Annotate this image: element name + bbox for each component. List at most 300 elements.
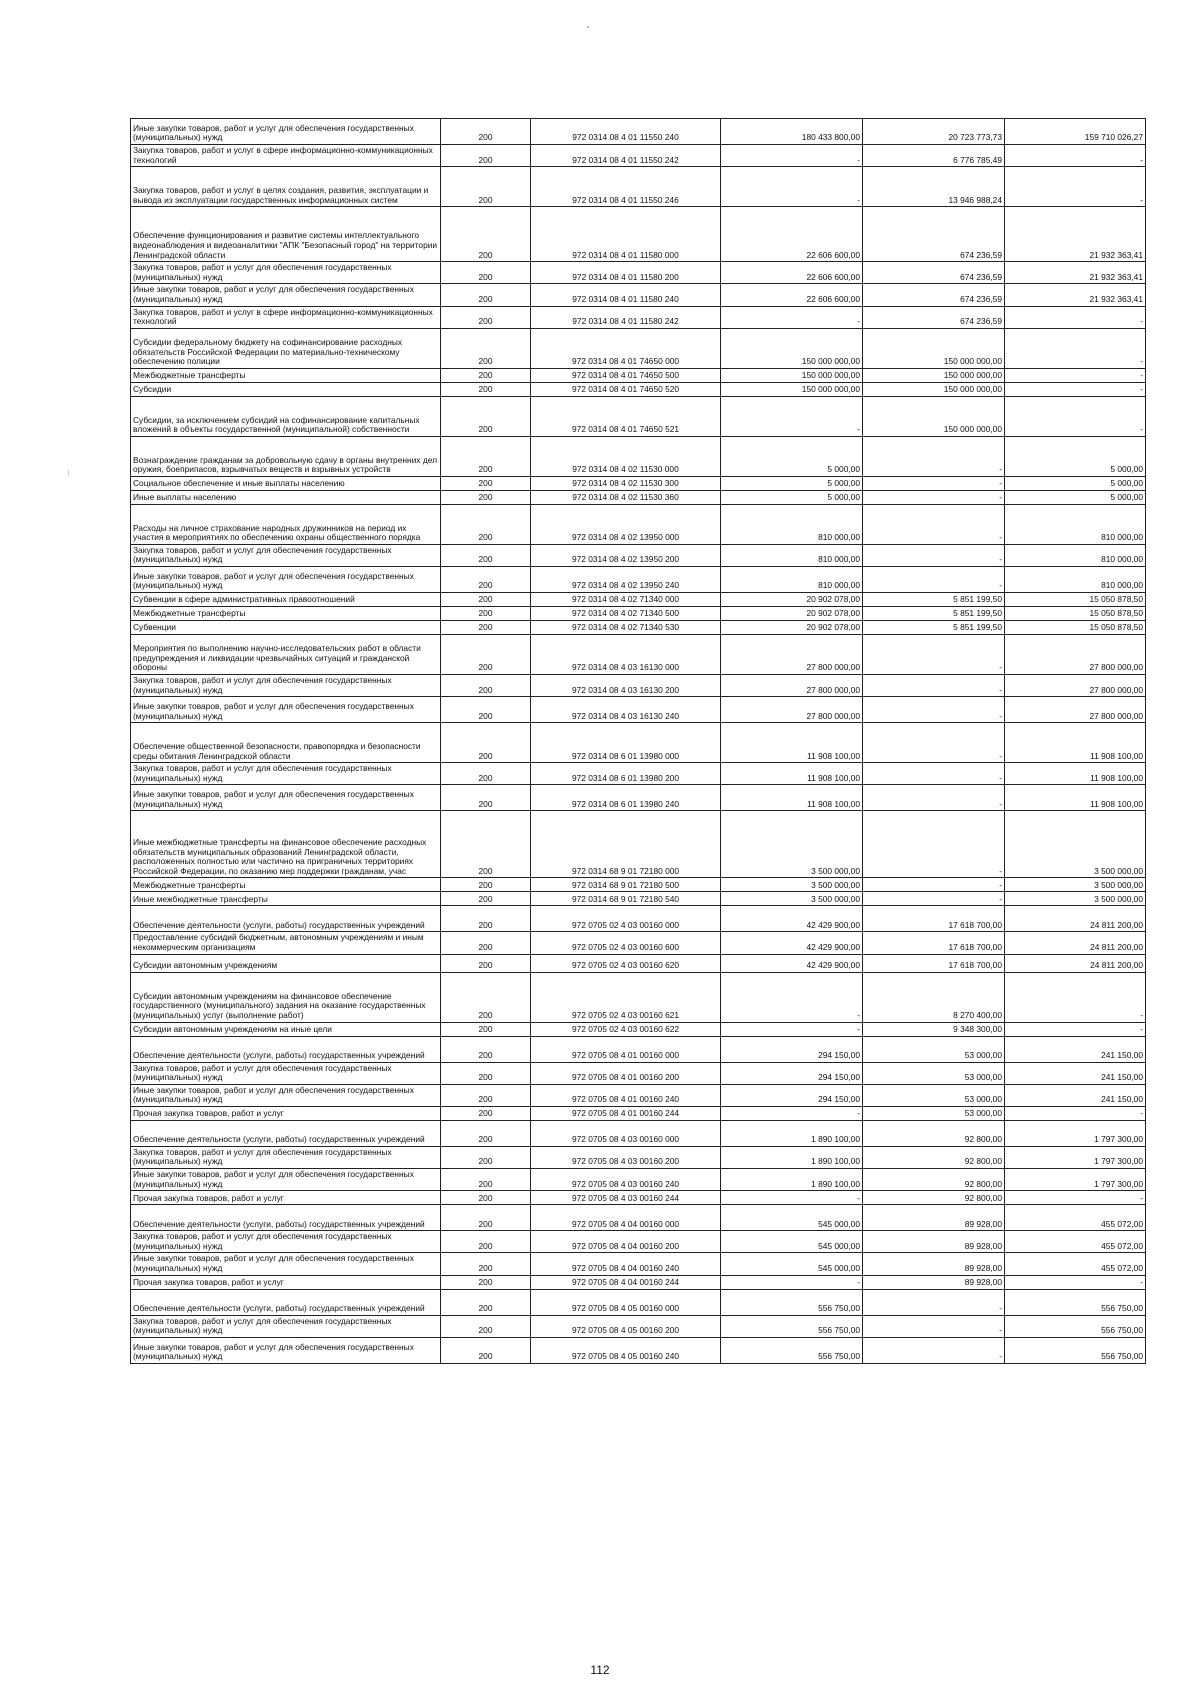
- row-executed-cell: [863, 566, 1005, 592]
- row-approved-cell: [721, 932, 863, 954]
- table-row: [131, 284, 1146, 306]
- row-name-cell: [131, 1337, 441, 1363]
- row-approved-cell-text: 150 000 000,00: [801, 370, 860, 381]
- row-name-cell-text: Мероприятия по выполнению научно-исследовательских работ в области предупреждения и ликвидации чрезвычайных ситуаций и гражданской обороны: [133, 643, 421, 673]
- row-budget-code-cell-text: 972 0314 68 9 01 72180 540: [571, 893, 680, 904]
- row-budget-code-cell: [531, 490, 721, 504]
- row-name-cell: [131, 145, 441, 167]
- row-budget-code-cell: [531, 262, 721, 284]
- row-executed-cell-text: -: [999, 710, 1002, 721]
- row-approved-cell: [721, 697, 863, 723]
- row-approved-cell-text: 1 890 100,00: [811, 1178, 860, 1189]
- row-unexecuted-cell-text: -: [1140, 356, 1143, 367]
- row-budget-code-cell-text: 972 0314 68 9 01 72180 000: [571, 865, 680, 876]
- row-approved-cell: [721, 382, 863, 396]
- row-approved-cell: [721, 811, 863, 878]
- row-budget-code-cell-text: 972 0705 02 4 03 00160 622: [571, 1023, 680, 1034]
- table-row: [131, 328, 1146, 368]
- row-admin-code-cell-text: 200: [478, 959, 493, 970]
- row-unexecuted-cell-text: 5 000,00: [1110, 492, 1143, 503]
- row-name-cell: [131, 504, 441, 544]
- row-admin-code-cell-text: 200: [478, 772, 493, 783]
- row-name-cell-text: Субсидии федеральному бюджету на софинансирование расходных обязательств Российской Федерации по материально-техническому обеспечению полиции: [133, 336, 403, 367]
- row-executed-cell: [863, 811, 1005, 878]
- row-unexecuted-cell: [1005, 396, 1146, 436]
- row-approved-cell: [721, 606, 863, 620]
- row-admin-code-cell-text: 200: [478, 316, 493, 327]
- row-budget-code-cell: [531, 284, 721, 306]
- table-row: [131, 634, 1146, 674]
- row-budget-code-cell-text: 972 0705 02 4 03 00160 600: [571, 941, 680, 952]
- row-admin-code-cell: [441, 1337, 531, 1363]
- row-approved-cell-text: 20 902 078,00: [806, 594, 860, 605]
- row-executed-cell-text: -: [999, 1325, 1002, 1336]
- table-row: [131, 544, 1146, 566]
- row-admin-code-cell: [441, 382, 531, 396]
- row-approved-cell: [721, 1253, 863, 1275]
- table-row: [131, 892, 1146, 906]
- row-admin-code-cell: [441, 674, 531, 696]
- row-name-cell: [131, 1022, 441, 1036]
- row-name-cell-text: Обеспечение общественной безопасности, правопорядка и безопасности среды обитания Ленинградской области: [133, 740, 421, 761]
- row-unexecuted-cell: [1005, 504, 1146, 544]
- row-budget-code-cell-text: 972 0705 08 4 03 00160 200: [571, 1156, 680, 1167]
- row-budget-code-cell-text: 972 0314 08 4 01 11580 240: [572, 293, 679, 304]
- table-row: [131, 1289, 1146, 1315]
- row-name-cell: [131, 284, 441, 306]
- row-executed-cell: [863, 1231, 1005, 1253]
- row-unexecuted-cell: [1005, 1062, 1146, 1084]
- row-approved-cell-text: 556 750,00: [818, 1351, 860, 1362]
- row-admin-code-cell-text: 200: [478, 1023, 493, 1034]
- row-admin-code-cell-text: 200: [478, 684, 493, 695]
- row-name-cell: [131, 906, 441, 932]
- row-admin-code-cell: [441, 262, 531, 284]
- row-unexecuted-cell-text: 27 800 000,00: [1089, 684, 1143, 695]
- row-unexecuted-cell-text: 556 750,00: [1101, 1325, 1143, 1336]
- row-unexecuted-cell: [1005, 1036, 1146, 1062]
- row-name-cell: [131, 306, 441, 328]
- row-unexecuted-cell: [1005, 368, 1146, 382]
- row-unexecuted-cell-text: 21 932 363,41: [1089, 271, 1143, 282]
- row-unexecuted-cell: [1005, 167, 1146, 207]
- row-executed-cell-text: -: [999, 772, 1002, 783]
- table-row: [131, 592, 1146, 606]
- row-approved-cell: [721, 207, 863, 262]
- row-approved-cell-text: 1 890 100,00: [811, 1156, 860, 1167]
- row-unexecuted-cell-text: 3 500 000,00: [1094, 865, 1143, 876]
- row-approved-cell-text: 22 606 600,00: [806, 271, 860, 282]
- row-unexecuted-cell-text: 241 150,00: [1101, 1072, 1143, 1083]
- row-budget-code-cell: [531, 1146, 721, 1168]
- row-name-cell: [131, 954, 441, 972]
- row-executed-cell-text: 13 946 988,24: [948, 194, 1002, 205]
- row-admin-code-cell: [441, 1231, 531, 1253]
- row-budget-code-cell-text: 972 0314 08 4 02 11530 360: [572, 492, 679, 503]
- row-approved-cell: [721, 954, 863, 972]
- row-unexecuted-cell: [1005, 1169, 1146, 1191]
- row-unexecuted-cell-text: 241 150,00: [1101, 1049, 1143, 1060]
- row-unexecuted-cell: [1005, 763, 1146, 785]
- row-budget-code-cell-text: 972 0314 08 4 02 13950 240: [571, 580, 680, 591]
- row-admin-code-cell: [441, 328, 531, 368]
- row-executed-cell-text: -: [999, 684, 1002, 695]
- row-approved-cell: [721, 1169, 863, 1191]
- row-name-cell-text: Субвенции: [133, 622, 176, 633]
- row-name-cell-text: Субвенции в сфере административных правоотношений: [133, 594, 355, 605]
- row-approved-cell-text: 11 908 100,00: [807, 798, 860, 809]
- table-row: [131, 1205, 1146, 1231]
- row-approved-cell-text: 180 433 800,00: [801, 132, 860, 143]
- row-budget-code-cell-text: 972 0705 08 4 05 00160 200: [571, 1325, 680, 1336]
- row-budget-code-cell: [531, 1022, 721, 1036]
- row-executed-cell: [863, 262, 1005, 284]
- row-executed-cell-text: 89 928,00: [964, 1277, 1002, 1288]
- row-unexecuted-cell-text: 27 800 000,00: [1089, 662, 1143, 673]
- row-budget-code-cell: [531, 368, 721, 382]
- row-approved-cell: [721, 1231, 863, 1253]
- row-unexecuted-cell-text: 810 000,00: [1101, 554, 1143, 565]
- row-executed-cell-text: 5 851 199,50: [953, 608, 1002, 619]
- row-unexecuted-cell: [1005, 119, 1146, 145]
- row-approved-cell-text: -: [857, 154, 860, 165]
- row-budget-code-cell: [531, 878, 721, 892]
- row-admin-code-cell-text: 200: [478, 370, 493, 381]
- row-unexecuted-cell-text: -: [1140, 1277, 1143, 1288]
- row-unexecuted-cell: [1005, 145, 1146, 167]
- row-approved-cell: [721, 145, 863, 167]
- row-executed-cell: [863, 1022, 1005, 1036]
- row-approved-cell-text: 42 429 900,00: [806, 941, 860, 952]
- row-executed-cell: [863, 1253, 1005, 1275]
- row-approved-cell: [721, 1191, 863, 1205]
- row-admin-code-cell: [441, 1275, 531, 1289]
- row-budget-code-cell: [531, 504, 721, 544]
- row-admin-code-cell-text: 200: [478, 798, 493, 809]
- row-budget-code-cell-text: 972 0314 08 4 01 11580 000: [572, 249, 679, 260]
- row-name-cell-text: Иные межбюджетные трансферты на финансовое обеспечение расходных обязательств муниципальных образований Ленинградской области, расположенных полностью или частично на приграничных территориях Российской Федерации, по оказанию мер поддержки гражданам, учас: [133, 836, 427, 876]
- row-unexecuted-cell-text: 24 811 200,00: [1090, 919, 1143, 930]
- row-name-cell-text: Межбюджетные трансферты: [133, 370, 246, 381]
- table-row: [131, 262, 1146, 284]
- row-executed-cell: [863, 906, 1005, 932]
- row-unexecuted-cell: [1005, 1205, 1146, 1231]
- row-name-cell-text: Субсидии автономным учреждениям на иные цели: [133, 1023, 332, 1034]
- row-approved-cell: [721, 436, 863, 476]
- row-budget-code-cell: [531, 167, 721, 207]
- row-approved-cell-text: 5 000,00: [827, 478, 860, 489]
- row-name-cell-text: Закупка товаров, работ и услуг в сфере информационно-коммуникационных технологий: [133, 306, 433, 327]
- row-admin-code-cell: [441, 906, 531, 932]
- row-budget-code-cell: [531, 1191, 721, 1205]
- budget-table: [130, 118, 1146, 1364]
- row-executed-cell-text: -: [999, 879, 1002, 890]
- row-admin-code-cell: [441, 606, 531, 620]
- row-name-cell-text: Иные межбюджетные трансферты: [133, 893, 268, 904]
- row-budget-code-cell: [531, 763, 721, 785]
- row-executed-cell: [863, 396, 1005, 436]
- row-approved-cell-text: 294 150,00: [818, 1094, 860, 1105]
- table-row: [131, 811, 1146, 878]
- row-name-cell-text: Закупка товаров, работ и услуг для обеспечения государственных (муниципальных) нужд: [133, 1315, 392, 1336]
- row-approved-cell-text: -: [857, 1277, 860, 1288]
- row-approved-cell-text: 545 000,00: [818, 1263, 860, 1274]
- row-admin-code-cell: [441, 368, 531, 382]
- row-admin-code-cell-text: 200: [478, 622, 493, 633]
- row-name-cell-text: Иные закупки товаров, работ и услуг для обеспечения государственных (муниципальных) нужд: [133, 284, 414, 304]
- row-unexecuted-cell-text: 810 000,00: [1101, 532, 1143, 543]
- row-budget-code-cell: [531, 1062, 721, 1084]
- row-unexecuted-cell: [1005, 1337, 1146, 1363]
- row-admin-code-cell-text: 200: [478, 662, 493, 673]
- row-budget-code-cell: [531, 476, 721, 490]
- row-unexecuted-cell-text: 11 908 100,00: [1090, 750, 1143, 761]
- row-unexecuted-cell: [1005, 1106, 1146, 1120]
- row-admin-code-cell: [441, 504, 531, 544]
- table-row: [131, 620, 1146, 634]
- row-admin-code-cell-text: 200: [478, 1072, 493, 1083]
- table-row: [131, 785, 1146, 811]
- row-executed-cell: [863, 697, 1005, 723]
- row-admin-code-cell: [441, 1205, 531, 1231]
- row-unexecuted-cell: [1005, 284, 1146, 306]
- row-admin-code-cell-text: 200: [478, 1325, 493, 1336]
- table-row: [131, 1146, 1146, 1168]
- row-approved-cell-text: 22 606 600,00: [806, 249, 860, 260]
- table-body: [131, 119, 1146, 1364]
- table-row: [131, 723, 1146, 763]
- row-executed-cell-text: -: [999, 532, 1002, 543]
- row-approved-cell-text: 5 000,00: [827, 492, 860, 503]
- row-name-cell-text: Закупка товаров, работ и услуг в целях создания, развития, эксплуатации и вывода из эксплуатации государственных информационных систем: [133, 185, 429, 205]
- row-budget-code-cell-text: 972 0314 08 4 01 11580 200: [572, 271, 679, 282]
- row-admin-code-cell-text: 200: [478, 1277, 493, 1288]
- row-name-cell-text: Обеспечение функционирования и развитие системы интеллектуального видеонаблюдения и видеоаналитики "АПК "Безопасный город" на территории Ленинградской области: [133, 230, 438, 260]
- row-budget-code-cell: [531, 785, 721, 811]
- table-row: [131, 1106, 1146, 1120]
- row-name-cell: [131, 207, 441, 262]
- row-executed-cell: [863, 1337, 1005, 1363]
- table-row: [131, 878, 1146, 892]
- row-executed-cell: [863, 972, 1005, 1022]
- row-unexecuted-cell-text: -: [1140, 154, 1143, 165]
- row-budget-code-cell-text: 972 0705 08 4 01 00160 244: [571, 1108, 680, 1119]
- row-admin-code-cell-text: 200: [478, 554, 493, 565]
- row-approved-cell: [721, 167, 863, 207]
- row-approved-cell: [721, 490, 863, 504]
- row-admin-code-cell: [441, 878, 531, 892]
- row-name-cell-text: Иные закупки товаров, работ и услуг для обеспечения государственных (муниципальных) нужд: [133, 1253, 414, 1274]
- row-unexecuted-cell-text: 11 908 100,00: [1090, 772, 1143, 783]
- row-approved-cell: [721, 892, 863, 906]
- row-budget-code-cell-text: 972 0705 02 4 03 00160 620: [571, 959, 680, 970]
- row-approved-cell: [721, 396, 863, 436]
- row-admin-code-cell: [441, 1106, 531, 1120]
- row-name-cell: [131, 592, 441, 606]
- row-executed-cell-text: 9 348 300,00: [953, 1023, 1002, 1034]
- row-executed-cell-text: 6 776 785,49: [953, 154, 1002, 165]
- row-budget-code-cell-text: 972 0314 08 4 02 71340 500: [571, 608, 680, 619]
- row-admin-code-cell-text: 200: [478, 750, 493, 761]
- row-name-cell: [131, 1062, 441, 1084]
- row-budget-code-cell: [531, 1036, 721, 1062]
- row-executed-cell-text: -: [999, 662, 1002, 673]
- row-unexecuted-cell-text: -: [1140, 1108, 1143, 1119]
- row-budget-code-cell: [531, 1275, 721, 1289]
- row-admin-code-cell-text: 200: [478, 1263, 493, 1274]
- row-name-cell: [131, 932, 441, 954]
- row-approved-cell-text: 810 000,00: [818, 580, 860, 591]
- row-name-cell-text: Закупка товаров, работ и услуг для обеспечения государственных (муниципальных) нужд: [133, 763, 392, 783]
- row-unexecuted-cell-text: -: [1140, 1192, 1143, 1203]
- row-admin-code-cell-text: 200: [478, 865, 493, 876]
- row-name-cell: [131, 167, 441, 207]
- row-budget-code-cell-text: 972 0705 08 4 05 00160 240: [571, 1351, 680, 1362]
- row-admin-code-cell: [441, 284, 531, 306]
- row-unexecuted-cell: [1005, 674, 1146, 696]
- row-admin-code-cell-text: 200: [478, 1178, 493, 1189]
- row-budget-code-cell-text: 972 0705 08 4 05 00160 000: [571, 1303, 680, 1314]
- row-budget-code-cell-text: 972 0314 08 4 02 71340 530: [571, 622, 680, 633]
- row-executed-cell-text: -: [999, 1351, 1002, 1362]
- row-admin-code-cell-text: 200: [478, 893, 493, 904]
- row-unexecuted-cell-text: 24 811 200,00: [1090, 959, 1143, 970]
- row-name-cell-text: Вознаграждение гражданам за добровольную сдачу в органы внутренних дел оружия, боеприпасов, взрывчатых веществ и взрывных устройств: [133, 454, 437, 475]
- row-budget-code-cell: [531, 328, 721, 368]
- row-unexecuted-cell: [1005, 544, 1146, 566]
- row-unexecuted-cell: [1005, 382, 1146, 396]
- row-executed-cell: [863, 476, 1005, 490]
- row-unexecuted-cell-text: 21 932 363,41: [1089, 249, 1143, 260]
- row-executed-cell-text: 20 723 773,73: [948, 132, 1002, 143]
- row-approved-cell-text: 1 890 100,00: [811, 1134, 860, 1145]
- row-executed-cell-text: 17 618 700,00: [948, 959, 1002, 970]
- row-name-cell-text: Закупка товаров, работ и услуг для обеспечения государственных (муниципальных) нужд: [133, 262, 392, 282]
- row-name-cell-text: Обеспечение деятельности (услуги, работы) государственных учреждений: [133, 1303, 425, 1314]
- row-name-cell-text: Обеспечение деятельности (услуги, работы) государственных учреждений: [133, 1049, 425, 1060]
- row-name-cell-text: Иные закупки товаров, работ и услуг для обеспечения государственных (муниципальных) нужд: [133, 122, 414, 143]
- row-unexecuted-cell: [1005, 932, 1146, 954]
- row-budget-code-cell-text: 972 0705 08 4 04 00160 200: [571, 1240, 680, 1251]
- row-approved-cell: [721, 1084, 863, 1106]
- row-budget-code-cell-text: 972 0314 08 4 01 74650 521: [571, 424, 680, 435]
- table-row: [131, 1231, 1146, 1253]
- row-approved-cell-text: -: [857, 424, 860, 435]
- row-budget-code-cell: [531, 119, 721, 145]
- row-budget-code-cell-text: 972 0314 08 6 01 13980 240: [571, 798, 680, 809]
- row-executed-cell-text: 674 236,59: [960, 271, 1002, 282]
- row-unexecuted-cell: [1005, 954, 1146, 972]
- table-row: [131, 932, 1146, 954]
- row-budget-code-cell: [531, 1106, 721, 1120]
- row-budget-code-cell-text: 972 0705 08 4 04 00160 244: [571, 1277, 680, 1288]
- row-approved-cell-text: 150 000 000,00: [801, 356, 860, 367]
- row-unexecuted-cell-text: 15 050 878,50: [1089, 594, 1143, 605]
- row-executed-cell: [863, 1315, 1005, 1337]
- row-unexecuted-cell: [1005, 1289, 1146, 1315]
- row-approved-cell-text: 42 429 900,00: [806, 959, 860, 970]
- row-unexecuted-cell-text: 455 072,00: [1101, 1240, 1143, 1251]
- row-name-cell-text: Прочая закупка товаров, работ и услуг: [133, 1277, 284, 1288]
- row-admin-code-cell-text: 200: [478, 492, 493, 503]
- row-unexecuted-cell: [1005, 1022, 1146, 1036]
- table-row: [131, 566, 1146, 592]
- row-executed-cell-text: 53 000,00: [964, 1049, 1002, 1060]
- row-unexecuted-cell: [1005, 1120, 1146, 1146]
- table-row: [131, 1022, 1146, 1036]
- table-row: [131, 1169, 1146, 1191]
- row-executed-cell-text: 150 000 000,00: [943, 424, 1002, 435]
- row-admin-code-cell-text: 200: [478, 941, 493, 952]
- row-admin-code-cell-text: 200: [478, 1192, 493, 1203]
- row-executed-cell-text: 53 000,00: [964, 1094, 1002, 1105]
- row-admin-code-cell: [441, 972, 531, 1022]
- row-name-cell: [131, 1289, 441, 1315]
- row-approved-cell: [721, 262, 863, 284]
- row-executed-cell-text: 92 800,00: [964, 1192, 1002, 1203]
- row-budget-code-cell-text: 972 0705 08 4 01 00160 200: [571, 1072, 680, 1083]
- row-admin-code-cell: [441, 723, 531, 763]
- scan-mark-left: [68, 470, 69, 476]
- row-unexecuted-cell: [1005, 1275, 1146, 1289]
- row-unexecuted-cell: [1005, 436, 1146, 476]
- row-name-cell-text: Закупка товаров, работ и услуг в сфере информационно-коммуникационных технологий: [133, 145, 433, 165]
- row-unexecuted-cell-text: 5 000,00: [1110, 464, 1143, 475]
- row-executed-cell: [863, 1205, 1005, 1231]
- row-unexecuted-cell-text: 21 932 363,41: [1089, 293, 1143, 304]
- table-row: [131, 476, 1146, 490]
- row-name-cell-text: Субсидии, за исключением субсидий на софинансирование капитальных вложений в объекты государственной (муниципальной) собственности: [133, 414, 420, 435]
- row-admin-code-cell: [441, 811, 531, 878]
- row-unexecuted-cell: [1005, 566, 1146, 592]
- row-name-cell: [131, 620, 441, 634]
- row-name-cell-text: Закупка товаров, работ и услуг для обеспечения государственных (муниципальных) нужд: [133, 1062, 392, 1083]
- row-approved-cell: [721, 328, 863, 368]
- row-budget-code-cell: [531, 396, 721, 436]
- row-executed-cell-text: 53 000,00: [964, 1072, 1002, 1083]
- row-budget-code-cell: [531, 207, 721, 262]
- row-executed-cell: [863, 284, 1005, 306]
- row-admin-code-cell: [441, 1022, 531, 1036]
- row-budget-code-cell: [531, 1289, 721, 1315]
- row-name-cell: [131, 674, 441, 696]
- row-name-cell-text: Иные закупки товаров, работ и услуг для обеспечения государственных (муниципальных) нужд: [133, 1341, 414, 1362]
- table-row: [131, 1253, 1146, 1275]
- row-unexecuted-cell-text: -: [1140, 424, 1143, 435]
- row-name-cell-text: Закупка товаров, работ и услуг для обеспечения государственных (муниципальных) нужд: [133, 1146, 392, 1167]
- row-budget-code-cell: [531, 436, 721, 476]
- row-name-cell: [131, 544, 441, 566]
- row-unexecuted-cell: [1005, 1084, 1146, 1106]
- row-executed-cell-text: 92 800,00: [964, 1156, 1002, 1167]
- row-budget-code-cell: [531, 606, 721, 620]
- row-approved-cell: [721, 906, 863, 932]
- row-admin-code-cell: [441, 1036, 531, 1062]
- row-executed-cell: [863, 763, 1005, 785]
- row-approved-cell: [721, 476, 863, 490]
- row-unexecuted-cell: [1005, 592, 1146, 606]
- row-name-cell: [131, 1253, 441, 1275]
- table-row: [131, 436, 1146, 476]
- row-executed-cell: [863, 723, 1005, 763]
- row-name-cell-text: Межбюджетные трансферты: [133, 879, 246, 890]
- row-admin-code-cell: [441, 1169, 531, 1191]
- row-approved-cell: [721, 972, 863, 1022]
- row-budget-code-cell: [531, 723, 721, 763]
- table-row: [131, 396, 1146, 436]
- row-name-cell: [131, 476, 441, 490]
- row-admin-code-cell: [441, 119, 531, 145]
